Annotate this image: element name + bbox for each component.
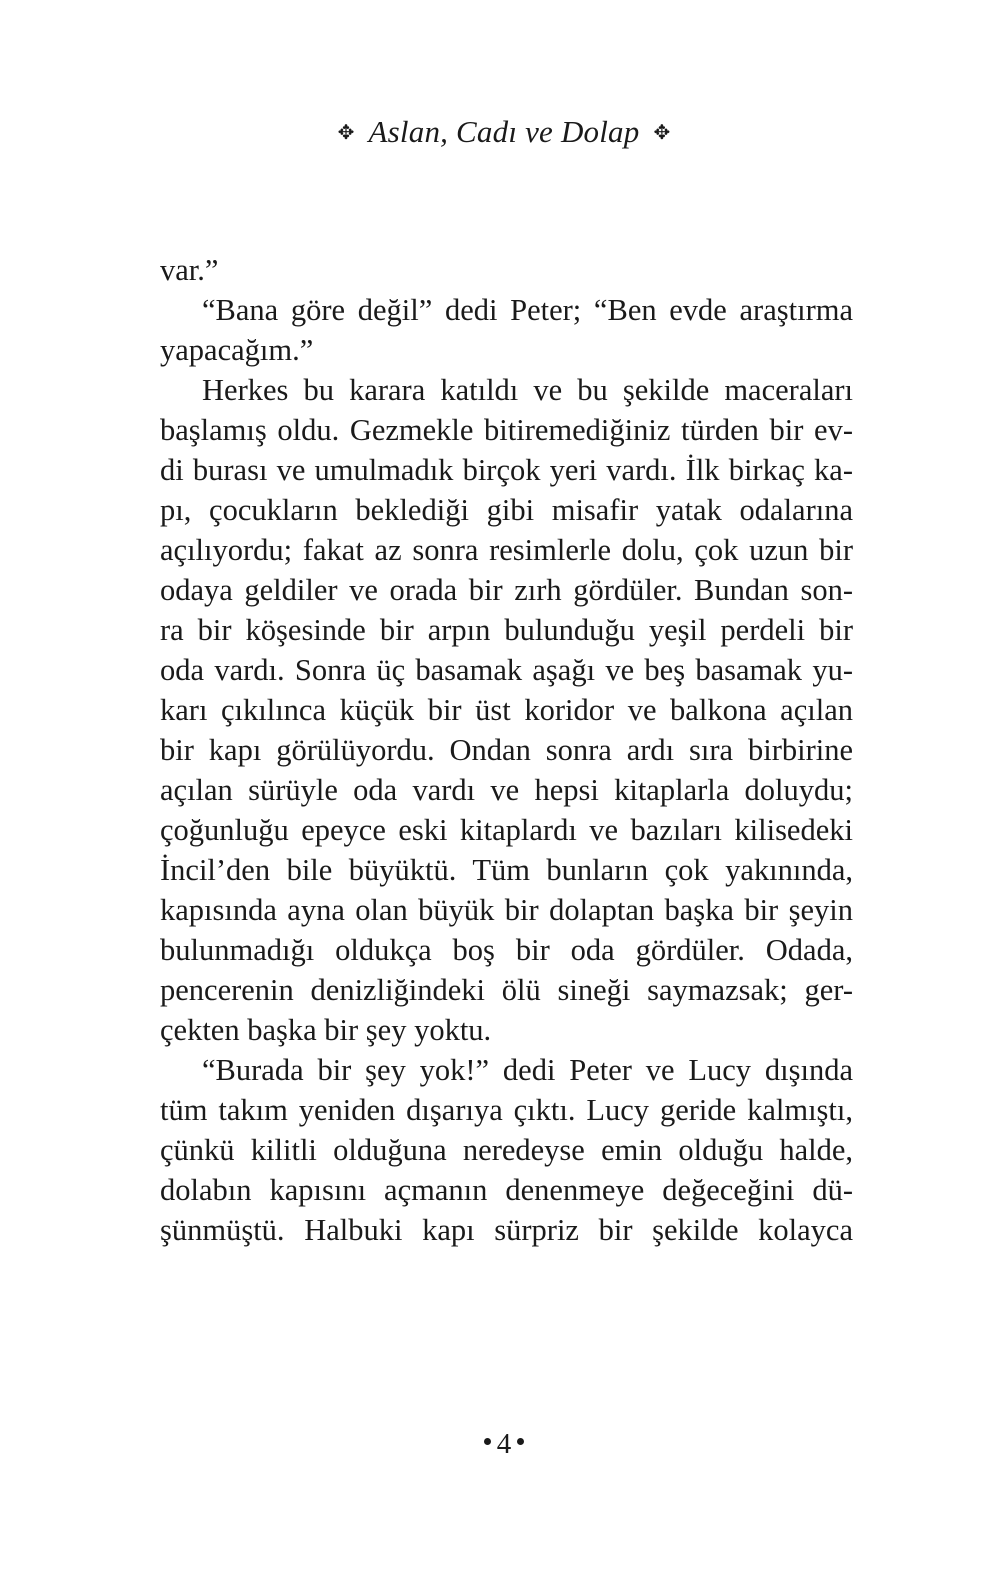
paragraph (160, 1050, 853, 1250)
text-line: başlamış oldu. Gezmekle bitiremediğiniz türden bir ev- (160, 413, 853, 447)
page-number: 4 (496, 1428, 512, 1460)
text-line: dolabın kapısını açmanın denenmeye değeceğini dü- (160, 1173, 853, 1207)
text-line: tüm takım yeniden dışarıya çıktı. Lucy geride kalmıştı, (160, 1093, 853, 1127)
text-line: bir kapı görülüyordu. Ondan sonra ardı sıra birbirine (160, 733, 853, 767)
text-line: yapacağım.” (160, 333, 314, 367)
text-line: “Bana göre değil” dedi Peter; “Ben evde araştırma (202, 293, 853, 327)
body-text (160, 250, 853, 1250)
text-line: açılıyordu; fakat az sonra resimlerle dolu, çok uzun bir (160, 533, 853, 567)
text-line: pencerenin denizliğindeki ölü sineği saymazsak; ger- (160, 973, 853, 1007)
text-line: oda vardı. Sonra üç basamak aşağı ve beş basamak yu- (160, 653, 853, 687)
bullet-icon-right (517, 1438, 524, 1445)
text-line: bulunmadığı oldukça boş bir oda gördüler. Odada, (160, 933, 853, 967)
text-line: çünkü kilitli olduğuna neredeyse emin olduğu halde, (160, 1133, 853, 1167)
ornament-icon-right: ✥ (653, 122, 671, 144)
text-line: şünmüştü. Halbuki kapı sürpriz bir şekilde kolayca (160, 1213, 853, 1247)
text-line: di burası ve umulmadık birçok yeri vardı. İlk birkaç ka- (160, 453, 853, 487)
text-line: var.” (160, 253, 219, 287)
text-line: kapısında ayna olan büyük bir dolaptan başka bir şeyin (160, 893, 853, 927)
bullet-icon-left (484, 1438, 491, 1445)
text-line: çoğunluğu epeyce eski kitaplardı ve bazıları kilisedeki (160, 813, 853, 847)
paragraph (160, 370, 853, 1050)
text-line: odaya geldiler ve orada bir zırh gördüler. Bundan son- (160, 573, 853, 607)
text-line: çekten başka bir şey yoktu. (160, 1013, 492, 1047)
text-line: karı çıkılınca küçük bir üst koridor ve balkona açılan (160, 693, 853, 727)
paragraph (160, 290, 853, 370)
paragraph (160, 250, 853, 290)
text-line: ra bir köşesinde bir arpın bulunduğu yeşil perdeli bir (160, 613, 853, 647)
text-line: açılan sürüyle oda vardı ve hepsi kitaplarla doluydu; (160, 773, 853, 807)
running-header (0, 112, 1008, 153)
page-footer (0, 1424, 1008, 1464)
text-line: pı, çocukların beklediği gibi misafir yatak odalarına (160, 493, 853, 527)
ornament-icon-left: ✥ (337, 122, 355, 144)
text-line: İncil’den bile büyüktü. Tüm bunların çok yakınında, (160, 853, 853, 887)
text-line: “Burada bir şey yok!” dedi Peter ve Lucy dışında (202, 1053, 853, 1087)
text-line: Herkes bu karara katıldı ve bu şekilde maceraları (202, 373, 853, 407)
book-title: Aslan, Cadı ve Dolap (368, 114, 640, 149)
